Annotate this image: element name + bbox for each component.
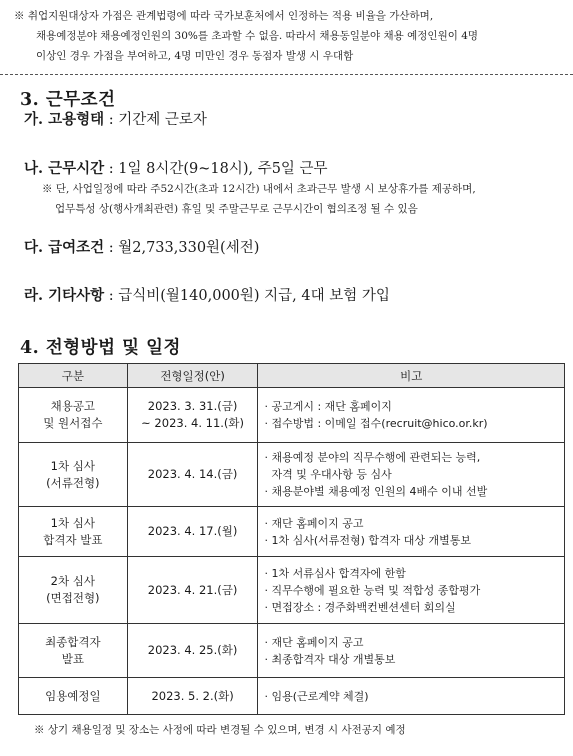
top-note-line: 이상인 경우 가점을 부여하고, 4명 미만인 경우 동점자 발생 시 우대함	[36, 50, 354, 62]
row-category-line: 임용예정일	[45, 688, 101, 703]
work-hours-row	[24, 157, 328, 178]
work-hours-note	[42, 179, 566, 219]
table-header-row	[19, 364, 565, 388]
row-notes	[258, 388, 565, 443]
work-hours-label: 나. 근무시간	[24, 160, 105, 177]
other-row	[24, 284, 390, 305]
row-category	[19, 507, 128, 557]
salary-label: 다. 급여조건	[24, 239, 105, 256]
row-category	[19, 557, 128, 624]
row-note-line: · 재단 홈페이지 공고	[264, 516, 364, 530]
table-row	[19, 624, 565, 678]
row-schedule-line: 2023. 3. 31.(금)	[147, 399, 238, 413]
header-category: 구분	[19, 364, 128, 388]
top-note-line: 채용예정분야 채용예정인원의 30%를 초과할 수 없음. 따라서 채용동일분야 채용 예정인원이 4명	[36, 30, 479, 42]
row-note-line: · 직무수행에 필요한 능력 및 적합성 종합평가	[264, 583, 481, 597]
row-schedule-line: 2023. 4. 25.(화)	[147, 643, 238, 657]
employment-type-row	[24, 108, 207, 129]
row-schedule	[127, 678, 258, 715]
row-category-line: 2차 심사	[50, 574, 95, 588]
row-category-line: 채용공고	[50, 399, 96, 413]
row-category	[19, 443, 128, 507]
salary-row	[24, 236, 259, 257]
row-category-line: 합격자 발표	[43, 532, 103, 547]
row-schedule-line: 2023. 4. 14.(금)	[147, 467, 238, 481]
row-note-line: · 임용(근로계약 체결)	[264, 689, 369, 703]
table-row	[19, 678, 565, 715]
row-category-line: (면접전형)	[46, 591, 100, 605]
row-schedule	[127, 624, 258, 678]
schedule-table	[18, 363, 565, 715]
row-schedule-line: 2023. 5. 2.(화)	[151, 688, 234, 703]
table-row	[19, 507, 565, 557]
row-schedule	[127, 388, 258, 443]
row-note-line: · 재단 홈페이지 공고	[264, 635, 364, 649]
table-row	[19, 443, 565, 507]
work-hours-value: : 1일 8시간(9~18시), 주5일 근무	[104, 161, 328, 177]
row-schedule	[127, 443, 258, 507]
row-category-line: 1차 심사	[50, 458, 95, 473]
row-note-line: · 공고게시 : 재단 홈페이지	[264, 400, 392, 413]
row-schedule-line: ~ 2023. 4. 11.(화)	[141, 416, 245, 430]
row-notes	[258, 557, 565, 624]
table-row	[19, 388, 565, 443]
row-category	[19, 388, 128, 443]
work-hours-note-line: ※ 단, 사업일정에 따라 주52시간(초과 12시간) 내에서 초과근무 발생 시 보상휴가를 제공하며,	[42, 183, 476, 195]
row-category-line: 최종합격자	[45, 634, 101, 649]
row-note-line: 자격 및 우대사항 등 심사	[264, 468, 392, 481]
row-notes	[258, 507, 565, 557]
row-note-line: · 1차 서류심사 합격자에 한함	[264, 566, 406, 580]
top-note	[14, 6, 566, 66]
row-category-line: 발표	[61, 651, 84, 666]
row-category-line: (서류전형)	[46, 475, 100, 490]
other-label: 라. 기타사항	[24, 287, 105, 304]
employment-type-label: 가. 고용형태	[24, 111, 105, 128]
row-notes	[258, 443, 565, 507]
work-hours-note-line: 업무특성 상(행사개최관련) 휴일 및 주말근무로 근무시간이 협의조정 될 수 있음	[55, 203, 418, 215]
section-divider	[0, 74, 573, 75]
row-category-line: 1차 심사	[50, 515, 95, 530]
other-value: : 급식비(월140,000원) 지급, 4대 보험 가입	[104, 288, 390, 304]
section-4-title: 4. 전형방법 및 일정	[20, 338, 181, 358]
row-note-line: · 최종합격자 대상 개별통보	[264, 652, 396, 666]
header-schedule: 전형일정(안)	[127, 364, 258, 388]
employment-type-value: : 기간제 근로자	[104, 112, 207, 128]
row-note-line: · 면접장소 : 경주화백컨벤션센터 회의실	[264, 600, 456, 614]
table-row	[19, 557, 565, 624]
row-note-line: · 채용분야별 채용예정 인원의 4배수 이내 선발	[264, 485, 488, 498]
row-note-line: · 채용예정 분야의 직무수행에 관련되는 능력,	[264, 451, 481, 464]
row-notes	[258, 624, 565, 678]
row-schedule-line: 2023. 4. 21.(금)	[147, 582, 238, 597]
salary-value: : 월2,733,330원(세전)	[104, 240, 260, 256]
row-note-line: · 접수방법 : 이메일 접수(recruit@hico.or.kr)	[264, 417, 488, 430]
section-3-title: 3. 근무조건	[20, 90, 116, 110]
row-notes	[258, 678, 565, 715]
row-schedule	[127, 507, 258, 557]
row-category	[19, 624, 128, 678]
row-schedule-line: 2023. 4. 17.(월)	[147, 524, 238, 538]
top-note-line: ※ 취업지원대상자 가점은 관계법령에 따라 국가보훈처에서 인정하는 적용 비율을 가산하며,	[14, 10, 434, 22]
row-note-line: · 1차 심사(서류전형) 합격자 대상 개별통보	[264, 533, 472, 547]
row-category	[19, 678, 128, 715]
row-category-line: 및 원서접수	[43, 416, 103, 430]
header-notes: 비고	[258, 364, 565, 388]
bottom-note: ※ 상기 채용일정 및 장소는 사정에 따라 변경될 수 있으며, 변경 시 사전공지 예정	[34, 724, 406, 736]
row-schedule	[127, 557, 258, 624]
